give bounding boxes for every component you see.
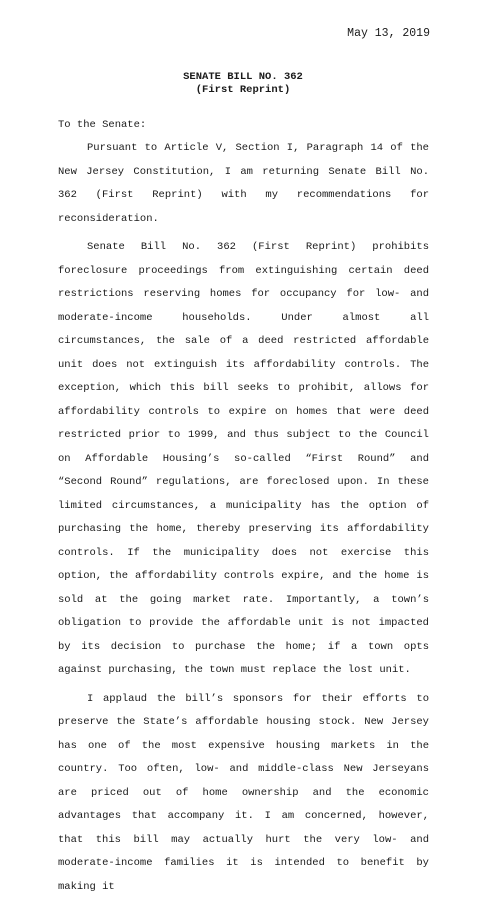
bill-title-line-1: SENATE BILL NO. 362 — [183, 71, 303, 83]
paragraph-3: I applaud the bill’s sponsors for their efforts to preserve the State’s affordable housing stock. New Jersey has one of the most expensive housing markets in the country. Too often, low- and middle-class New Jerseyans are priced out of home ownership and the economic advantages that accompany it. I am concerned, however, that this bill may actually hurt the very low- and moderate-income families it is intended to benefit by making it — [58, 692, 429, 893]
letter-date: May 13, 2019 — [347, 27, 430, 40]
bill-title-line-2: (First Reprint) — [195, 84, 291, 96]
paragraph-1: Pursuant to Article V, Section I, Paragraph 14 of the New Jersey Constitution, I am returning Senate Bill No. 362 (First Reprint) with my recommendations for reconsideration. — [58, 142, 429, 225]
bill-title — [0, 71, 486, 97]
letter-body — [58, 137, 429, 904]
salutation: To the Senate: — [58, 119, 147, 131]
paragraph-2: Senate Bill No. 362 (First Reprint) prohibits foreclosure proceedings from extinguishing certain deed restrictions reserving homes for occupancy for low- and moderate-income households. Under almost all circumstances, the sale of a deed restricted affordable unit does not extinguish its affordability controls. The exception, which this bill seeks to prohibit, allows for affordability controls to expire on homes that were deed restricted prior to 1999, and thus subject to the Council on Affordable Housing’s so-called “First Round” and “Second Round” regulations, are foreclosed upon. In these limited circumstances, a municipality has the option of purchasing the home, thereby preserving its affordability controls. If the municipality does not exercise this option, the affordability controls expire, and the home is sold at the going market rate. Importantly, a town’s obligation to provide the affordable unit is not impacted by its decision to purchase the home; if a town opts against purchasing, the town must replace the lost unit. — [58, 241, 429, 676]
